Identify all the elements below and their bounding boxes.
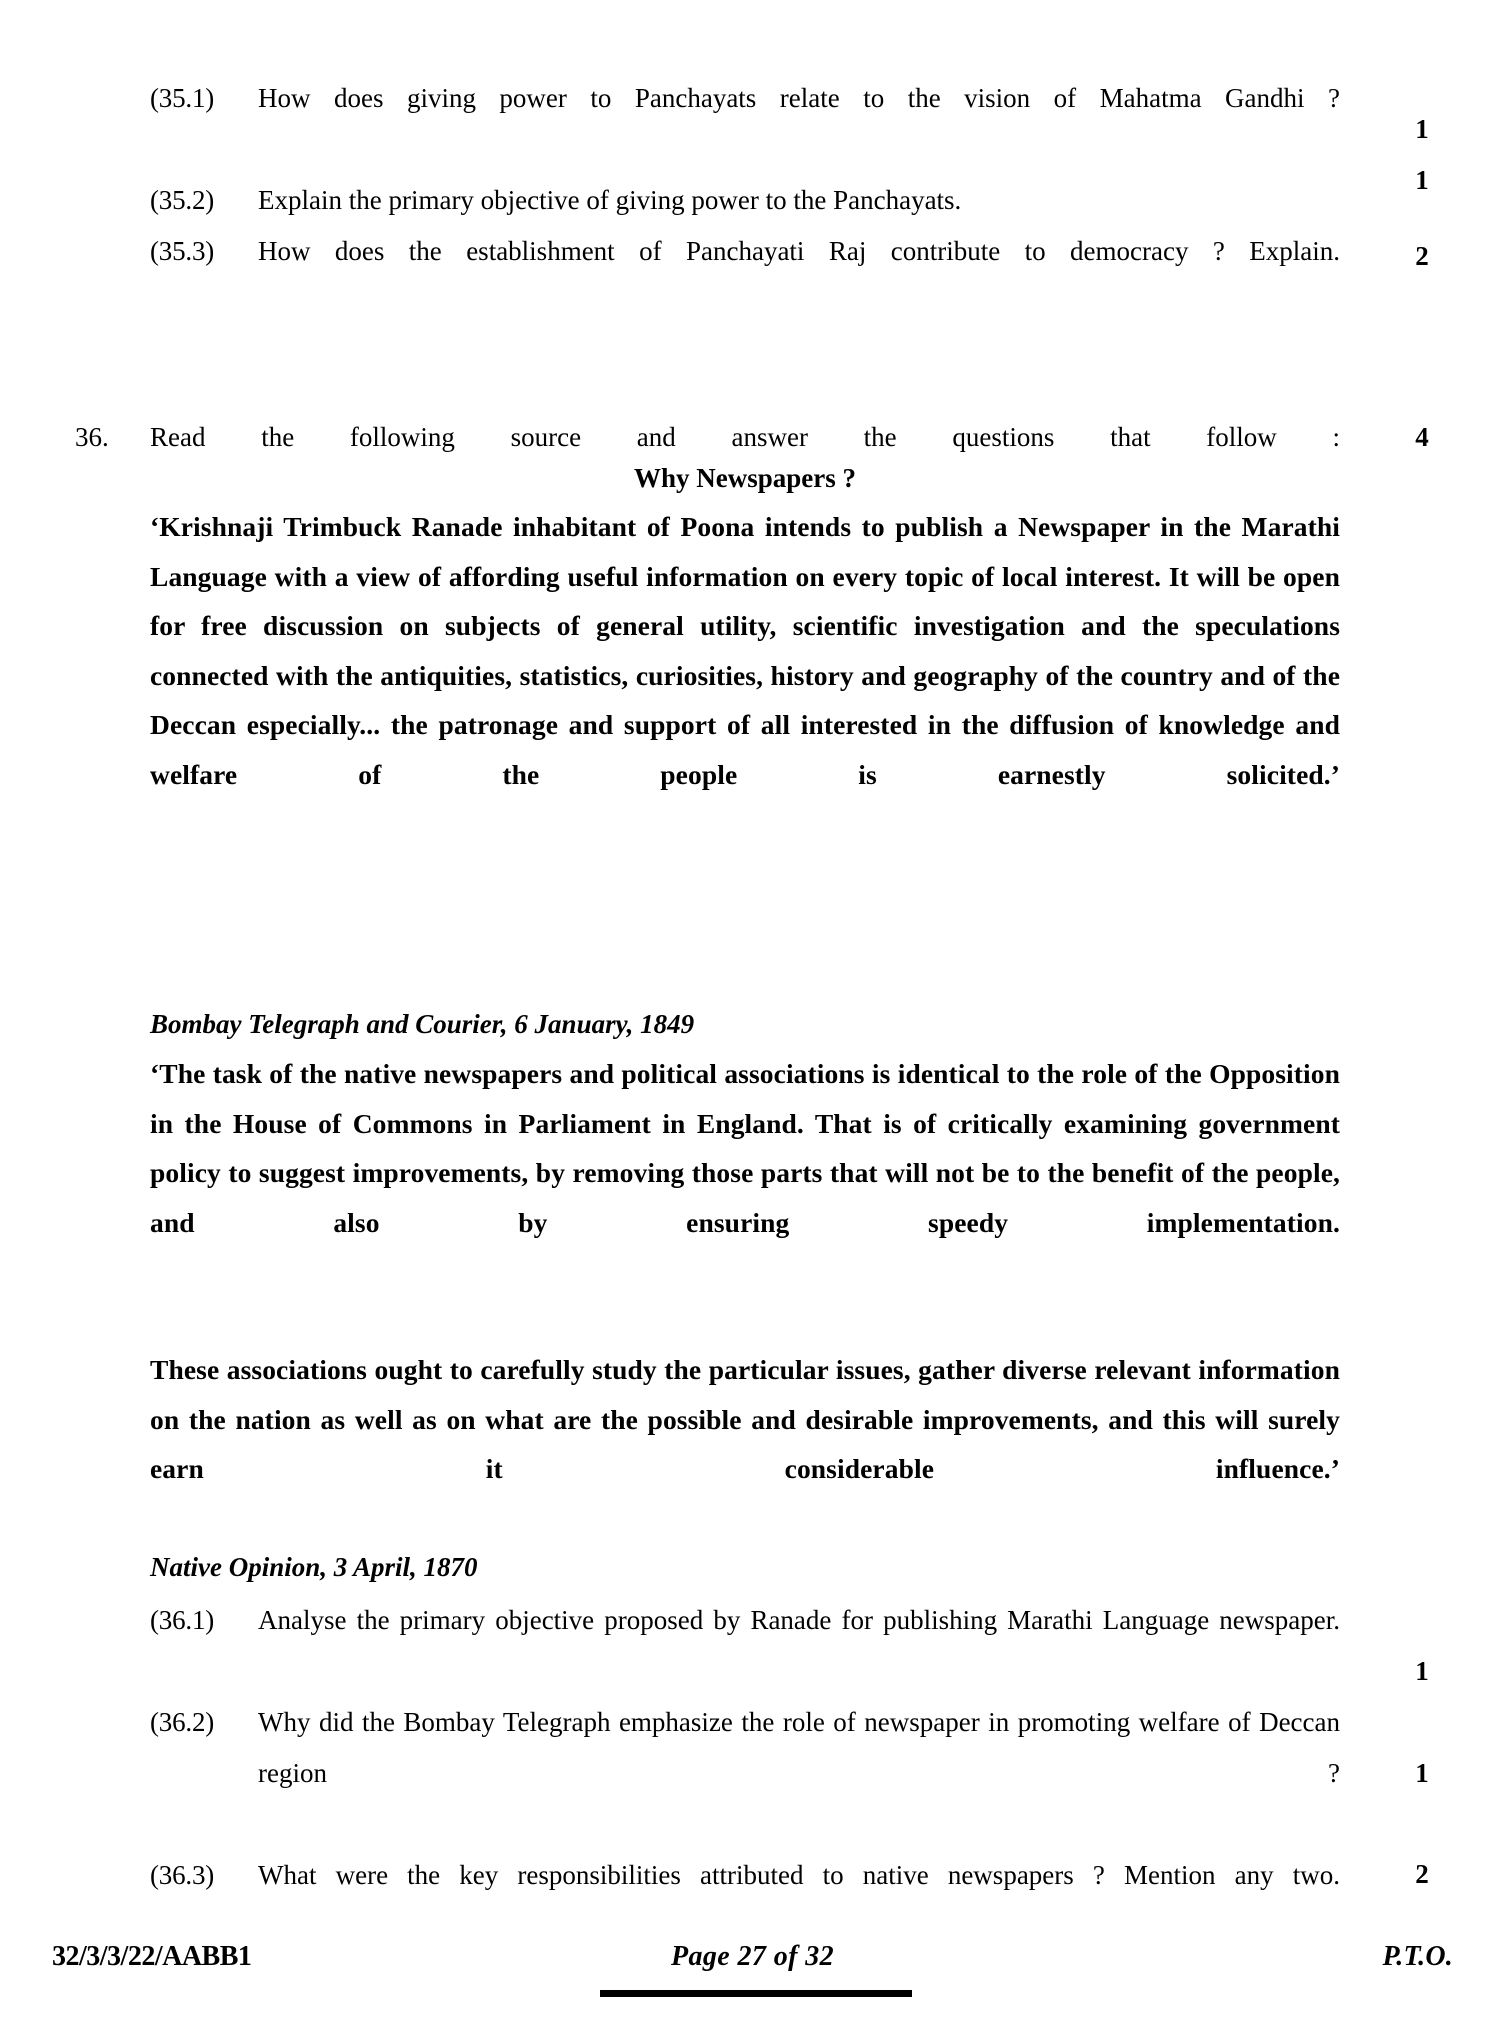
question-36-subitems (150, 1595, 1340, 1952)
source-passage-1: ‘Krishnaji Trimbuck Ranade inhabitant of Poona intends to publish a Newspaper in the Marathi Language with a view of affording useful information on every topic of local interest. It will be open for free discussion on subjects of general utility, scientific investigation and the speculations connected with the antiquities, statistics, curiosities, history and geography of the country and of the Deccan especially... the patronage and support of all interested in the diffusion of knowledge and welfare of the people is earnestly solicited.’ (150, 511, 1340, 790)
question-35-subitems (150, 73, 1340, 328)
sub-question-text: Explain the primary objective of giving power to the Panchayats. (258, 185, 962, 215)
sub-question-35-3 (150, 226, 1340, 328)
pto-label: P.T.O. (1382, 1941, 1453, 1972)
sub-question-label: (36.1) (150, 1605, 215, 1635)
sub-question-label: (36.2) (150, 1707, 215, 1737)
sub-question-35-1 (150, 73, 1340, 175)
footer-rule (600, 1990, 912, 1997)
sub-question-label: (35.2) (150, 185, 215, 215)
sub-question-text: How does the establishment of Panchayati Raj contribute to democracy ? Explain. (258, 236, 1340, 266)
marks-35-2: 1 (1415, 165, 1429, 195)
page-number-wrap (0, 1941, 1505, 1973)
marks-35-1: 1 (1415, 114, 1429, 144)
source-passage-3: These associations ought to carefully study the particular issues, gather diverse relevant information on the nation as well as on what are the possible and desirable improvements, and this will surely earn it considerable influence.’ (150, 1354, 1340, 1484)
marks-36-1: 1 (1415, 1656, 1429, 1686)
marks-35-3: 2 (1415, 241, 1429, 271)
paper-code: 32/3/3/22/AABB1 (52, 1941, 252, 1972)
source-attribution-1: Bombay Telegraph and Courier, 6 January, 1849 (150, 1009, 695, 1039)
source-passage-2: ‘The task of the native newspapers and political associations is identical to the role of the Opposition in the House of Commons in Parliament in England. That is of critically examining government policy to suggest improvements, by removing those parts that will not be to the benefit of the people, and also by ensuring speedy implementation. (150, 1058, 1340, 1238)
source-attribution-2: Native Opinion, 3 April, 1870 (150, 1552, 478, 1582)
sub-question-text: How does giving power to Panchayats relate to the vision of Mahatma Gandhi ? (258, 83, 1340, 113)
source-title: Why Newspapers ? (633, 463, 856, 493)
sub-question-label: (36.3) (150, 1860, 215, 1890)
question-36-number: 36. (75, 422, 109, 452)
marks-36: 4 (1415, 422, 1429, 452)
page-footer (0, 1941, 1505, 2011)
question-36-stem: Read the following source and answer the questions that follow : (150, 422, 1340, 452)
sub-question-35-2 (150, 175, 1340, 226)
sub-question-text: What were the key responsibilities attributed to native newspapers ? Mention any two. (258, 1860, 1340, 1890)
marks-36-2: 1 (1415, 1758, 1429, 1788)
sub-question-label: (35.3) (150, 236, 215, 266)
sub-question-text: Analyse the primary objective proposed by Ranade for publishing Marathi Language newspaper. (258, 1605, 1340, 1635)
page-number: Page 27 of 32 (670, 1941, 835, 1972)
sub-question-36-2 (150, 1697, 1340, 1850)
sub-question-label: (35.1) (150, 83, 215, 113)
marks-36-3: 2 (1415, 1859, 1429, 1889)
sub-question-text: Why did the Bombay Telegraph emphasize the role of newspaper in promoting welfare of Deccan region ? (258, 1707, 1340, 1788)
sub-question-36-1 (150, 1595, 1340, 1697)
sub-question-36-3 (150, 1850, 1340, 1952)
